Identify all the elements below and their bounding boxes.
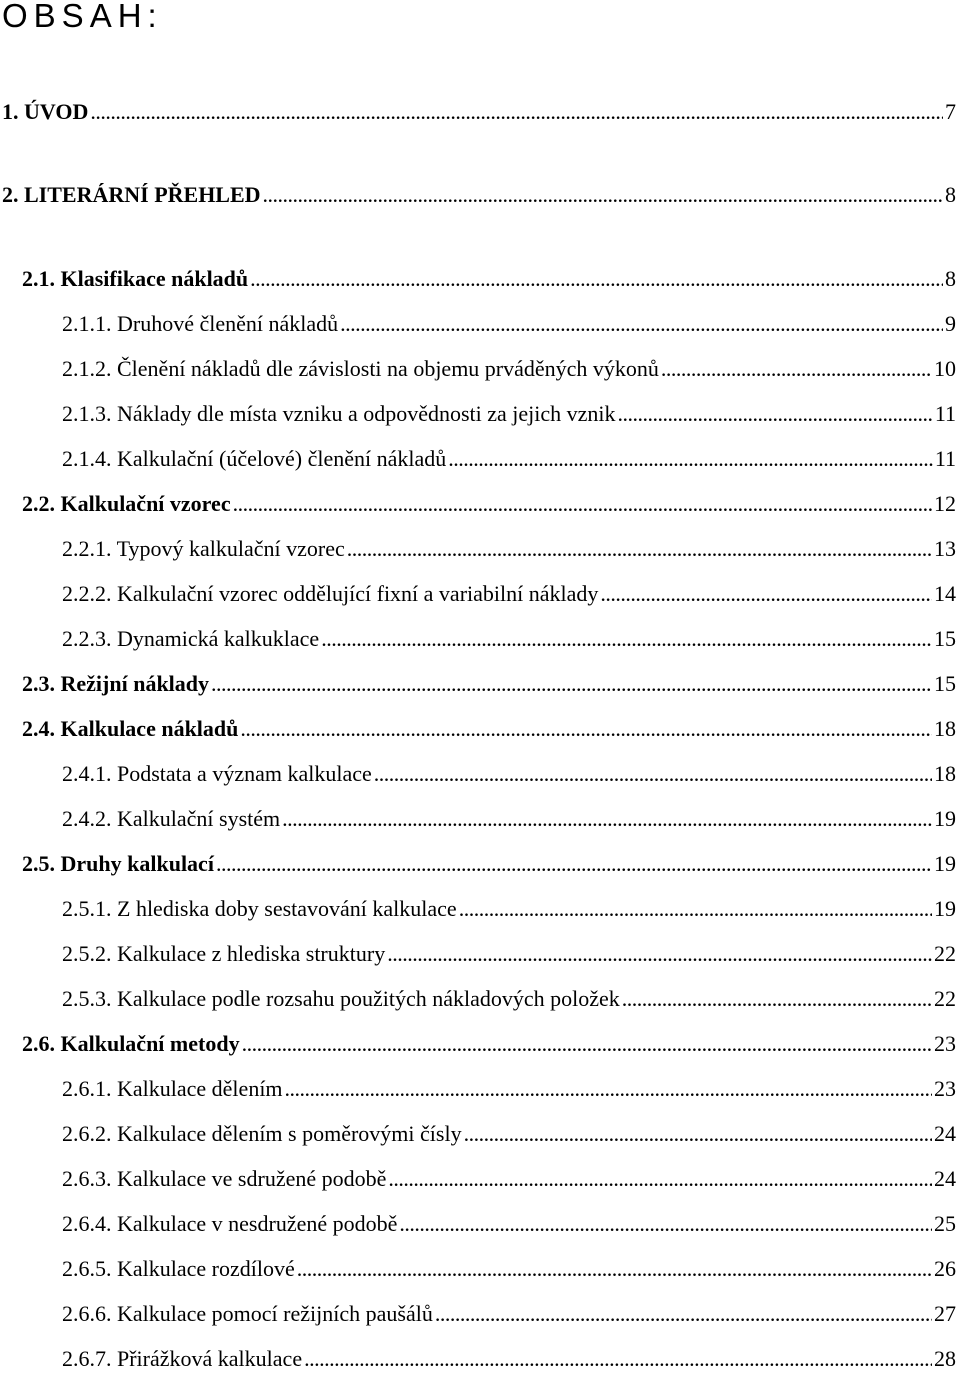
toc-entry-title: 2.6.1. Kalkulace dělením <box>62 1076 283 1101</box>
toc-entry-page-number: 11 <box>934 401 956 426</box>
toc-entry-title: 2.5.3. Kalkulace podle rozsahu použitých nákladových položek <box>62 986 620 1011</box>
toc-entry-page-number: 28 <box>934 1346 956 1371</box>
toc-dot-leader <box>250 262 943 296</box>
toc-entry[interactable] <box>62 757 956 791</box>
toc-entry[interactable] <box>62 937 956 971</box>
toc-dot-leader <box>618 397 933 431</box>
toc-dot-leader <box>285 1072 932 1106</box>
toc-entry-page-number: 18 <box>934 716 956 741</box>
toc-entry-page-number: 15 <box>934 626 956 651</box>
toc-entry-page-number: 25 <box>934 1211 956 1236</box>
toc-entry[interactable] <box>62 442 956 476</box>
toc-dot-leader <box>282 802 932 836</box>
toc-entry[interactable] <box>2 95 956 129</box>
toc-entry-title: 2.6.5. Kalkulace rozdílové <box>62 1256 295 1281</box>
toc-dot-leader <box>661 352 932 386</box>
toc-entry-title: 2.1. Klasifikace nákladů <box>22 266 249 291</box>
toc-entry-page-number: 19 <box>934 851 956 876</box>
toc-entry-title: 2.2.3. Dynamická kalkuklace <box>62 626 320 651</box>
toc-dot-leader <box>90 95 943 129</box>
toc-entry-title: 2.2.2. Kalkulační vzorec oddělující fixní a variabilní náklady <box>62 581 599 606</box>
toc-dot-leader <box>321 622 932 656</box>
toc-dot-leader <box>448 442 933 476</box>
toc-dot-leader <box>297 1252 932 1286</box>
toc-dot-leader <box>435 1297 932 1331</box>
page-title: OBSAH: <box>2 0 163 34</box>
toc-entry-title: 2.1.1. Druhové členění nákladů <box>62 311 339 336</box>
toc-entry-title: 2.5.1. Z hlediska doby sestavování kalkulace <box>62 896 457 921</box>
toc-dot-leader <box>399 1207 932 1241</box>
toc-entry[interactable] <box>62 622 956 656</box>
toc-entry[interactable] <box>62 1117 956 1151</box>
toc-entry[interactable] <box>2 178 956 212</box>
toc-entry[interactable] <box>22 712 956 746</box>
toc-entry[interactable] <box>22 847 956 881</box>
toc-dot-leader <box>374 757 932 791</box>
toc-entry[interactable] <box>62 1342 956 1376</box>
toc-entry[interactable] <box>62 397 956 431</box>
toc-entry-page-number: 26 <box>934 1256 956 1281</box>
toc-entry[interactable] <box>22 1027 956 1061</box>
toc-entry[interactable] <box>62 1252 956 1286</box>
toc-entry[interactable] <box>62 352 956 386</box>
toc-dot-leader <box>459 892 932 926</box>
toc-entry-page-number: 18 <box>934 761 956 786</box>
toc-entry-page-number: 13 <box>934 536 956 561</box>
toc-entry-title: 2. LITERÁRNÍ PŘEHLED <box>2 182 261 207</box>
toc-entry[interactable] <box>62 892 956 926</box>
toc-entry-page-number: 11 <box>934 446 956 471</box>
toc-entry-page-number: 12 <box>934 491 956 516</box>
toc-entry-page-number: 24 <box>934 1166 956 1191</box>
toc-entry-page-number: 8 <box>945 182 956 207</box>
toc-entry-title: 2.6. Kalkulační metody <box>22 1031 240 1056</box>
toc-entry[interactable] <box>22 667 956 701</box>
toc-entry-page-number: 27 <box>934 1301 956 1326</box>
toc-dot-leader <box>347 532 932 566</box>
toc-dot-leader <box>388 1162 932 1196</box>
toc-entry-title: 2.1.2. Členění nákladů dle závislosti na objemu prváděných výkonů <box>62 356 659 381</box>
toc-entry-title: 2.5. Druhy kalkulací <box>22 851 214 876</box>
toc-entry-page-number: 9 <box>945 311 956 336</box>
toc-entry-page-number: 15 <box>934 671 956 696</box>
toc-entry-title: 2.6.7. Přirážková kalkulace <box>62 1346 303 1371</box>
toc-entry-title: 2.4.2. Kalkulační systém <box>62 806 281 831</box>
toc-entry-title: 2.6.4. Kalkulace v nesdružené podobě <box>62 1211 398 1236</box>
toc-entry[interactable] <box>62 1162 956 1196</box>
toc-dot-leader <box>211 667 932 701</box>
toc-entry[interactable] <box>62 982 956 1016</box>
toc-entry-title: 2.2. Kalkulační vzorec <box>22 491 231 516</box>
toc-entry-page-number: 22 <box>934 986 956 1011</box>
toc-entry-title: 2.5.2. Kalkulace z hlediska struktury <box>62 941 386 966</box>
toc-entry[interactable] <box>22 487 956 521</box>
toc-entry[interactable] <box>62 802 956 836</box>
toc-entry-title: 2.4. Kalkulace nákladů <box>22 716 239 741</box>
toc-entry-title: 2.1.3. Náklady dle místa vzniku a odpovědnosti za jejich vznik <box>62 401 616 426</box>
toc-entry-page-number: 22 <box>934 941 956 966</box>
toc-entry-page-number: 7 <box>945 99 956 124</box>
toc-entry-page-number: 14 <box>934 581 956 606</box>
toc-entry-page-number: 8 <box>945 266 956 291</box>
toc-entry[interactable] <box>62 1207 956 1241</box>
toc-dot-leader <box>387 937 932 971</box>
toc-dot-leader <box>216 847 932 881</box>
toc-entry-page-number: 23 <box>934 1031 956 1056</box>
toc-entry[interactable] <box>62 532 956 566</box>
toc-entry-page-number: 19 <box>934 806 956 831</box>
toc-entry-title: 2.6.6. Kalkulace pomocí režijních paušálů <box>62 1301 433 1326</box>
toc-entry-page-number: 19 <box>934 896 956 921</box>
toc-dot-leader <box>622 982 932 1016</box>
toc-dot-leader <box>340 307 943 341</box>
toc-entry-page-number: 10 <box>934 356 956 381</box>
toc-dot-leader <box>263 178 943 212</box>
toc-entry-title: 2.6.2. Kalkulace dělením s poměrovými čísly <box>62 1121 462 1146</box>
toc-entry-title: 2.2.1. Typový kalkulační vzorec <box>62 536 345 561</box>
toc-dot-leader <box>304 1342 932 1376</box>
toc-entry[interactable] <box>62 577 956 611</box>
toc-entry-title: 2.3. Režijní náklady <box>22 671 210 696</box>
toc-entry[interactable] <box>62 1297 956 1331</box>
toc-entry-title: 2.6.3. Kalkulace ve sdružené podobě <box>62 1166 387 1191</box>
toc-entry-page-number: 24 <box>934 1121 956 1146</box>
toc-dot-leader <box>600 577 932 611</box>
toc-entry-page-number: 23 <box>934 1076 956 1101</box>
toc-entry-title: 1. ÚVOD <box>2 99 89 124</box>
toc-entry-title: 2.1.4. Kalkulační (účelové) členění nákladů <box>62 446 447 471</box>
toc-dot-leader <box>242 1027 932 1061</box>
toc-entry[interactable] <box>22 262 956 296</box>
toc-entry[interactable] <box>62 1072 956 1106</box>
toc-entry-title: 2.4.1. Podstata a význam kalkulace <box>62 761 372 786</box>
toc-entry[interactable] <box>62 307 956 341</box>
toc-dot-leader <box>233 487 932 521</box>
toc-dot-leader <box>240 712 932 746</box>
toc-dot-leader <box>464 1117 932 1151</box>
